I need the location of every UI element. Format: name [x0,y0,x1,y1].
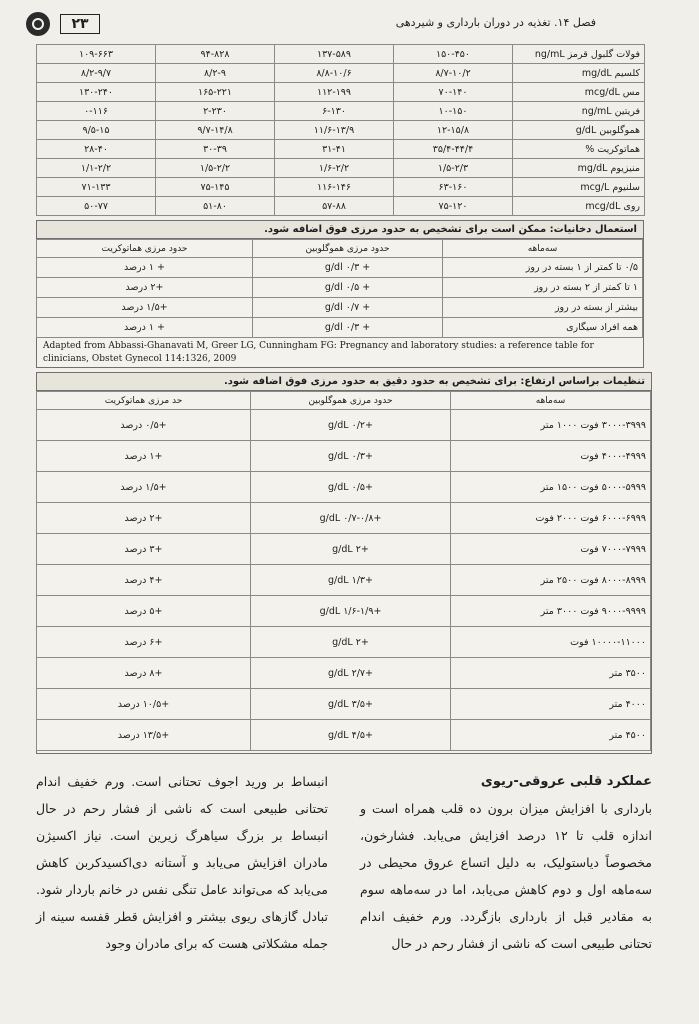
altitude-row [37,472,651,503]
table1-cell: ۷۱-۱۳۳ [37,178,156,197]
table1-cell: ۸/۸-۱۰/۶ [275,64,394,83]
smoking-header-cell: سه‌ماهه [443,240,643,258]
right-column [360,768,652,957]
smoking-cell: + ۰/۵ g/dl [253,278,443,298]
table1-cell: فریتین ng/mL [513,102,645,121]
table1-row [37,83,645,102]
table1-row [37,102,645,121]
smoking-cell: +۲ درصد [37,278,253,298]
altitude-cell: ۶۰۰۰-۶۹۹۹ فوت ۲۰۰۰ فوت [451,503,651,534]
altitude-cell: +۱/۶-۱/۹ g/dL [251,596,451,627]
altitude-cell: ۵۰۰۰-۵۹۹۹ فوت ۱۵۰۰ متر [451,472,651,503]
table1-row [37,45,645,64]
table1-cell: ۱/۱-۲/۲ [37,159,156,178]
table1-cell: ۷۵-۱۲۰ [394,197,513,216]
table1-cell: ۱۵۰-۴۵۰ [394,45,513,64]
page-header [26,12,676,36]
table1-cell: روی mcg/dL [513,197,645,216]
altitude-cell: ۴۰۰۰ متر [451,689,651,720]
altitude-table [36,391,651,751]
altitude-cell: +۴ درصد [37,565,251,596]
table1-row [37,121,645,140]
smoking-source-citation: Adapted from Abbassi-Ghanavati M, Greer LG, Cunningham FG: Pregnancy and laboratory studies: a reference table for clinicians, Obstet Gynecol 114:1326, 2009 [43,341,594,364]
table1-cell: ۹/۷-۱۴/۸ [156,121,275,140]
altitude-cell: +۰/۲ g/dL [251,410,451,441]
smoking-row [37,278,643,298]
left-column-text: انبساط بر ورید اجوف تحتانی است. ورم خفیف اندام تحتانی طبیعی است که ناشی از فشار رحم در حال انبساط بر بزرگ سیاهرگ زیرین است. نیاز اکسیژن مادران افزایش می‌یابد و آستانه دی‌اکسیدکربن کاهش می‌یابد که می‌تواند عامل تنگی نفس در خانم باردار شود. تبادل گازهای ریوی بیشتر و افزایش قطر قفسه سینه از جمله مشکلاتی هست که برای مادران وجود [36,774,328,951]
altitude-title: تنظیمات براساس ارتفاع: برای تشخیص به حدود دقیق به حدود مرزی فوق اضافه شود. [37,373,651,391]
table1-cell: منیزیوم mg/dL [513,159,645,178]
table1-cell: ۸/۷-۱۰/۲ [394,64,513,83]
table1-cell: ۱۰-۱۵۰ [394,102,513,121]
smoking-cell: +۱/۵ درصد [37,298,253,318]
smoking-header-cell: حدود مرزی هموگلوبین [253,240,443,258]
altitude-cell: +۱۳/۵ درصد [37,720,251,751]
table1-cell: ۲۸-۴۰ [37,140,156,159]
table1-cell: ۱۳۷-۵۸۹ [275,45,394,64]
table1-cell: ۱۱۶-۱۴۶ [275,178,394,197]
table1-cell: ۶۳-۱۶۰ [394,178,513,197]
table1-row [37,64,645,83]
smoking-header-cell: حدود مرزی هماتوکریت [37,240,253,258]
table1-cell: ۳۵/۴-۴۴/۴ [394,140,513,159]
altitude-cell: +۲/۷ g/dL [251,658,451,689]
running-title: فصل ۱۴. تغذیه در دوران بارداری و شیردهی [395,16,596,29]
table1-cell: سلنیوم mcg/L [513,178,645,197]
table1-cell: فولات گلبول قرمز ng/mL [513,45,645,64]
table1-cell: هموگلوبین g/dL [513,121,645,140]
altitude-row [37,658,651,689]
table1-cell: ۲-۲۳۰ [156,102,275,121]
table1-cell: ۵۰-۷۷ [37,197,156,216]
altitude-cell: +۱ درصد [37,441,251,472]
table1-cell: ۳۰-۳۹ [156,140,275,159]
smoking-cell: + ۰/۳ g/dl [253,258,443,278]
altitude-cell: +۱/۳ g/dL [251,565,451,596]
publisher-logo-icon [26,12,50,36]
smoking-cell: همه افراد سیگاری [443,318,643,338]
table1-cell: ۸/۲-۹/۷ [37,64,156,83]
altitude-header-cell: حد مرزی هماتوکریت [37,392,251,410]
smoking-table [36,239,643,338]
table1-cell: ۸/۲-۹ [156,64,275,83]
table1-cell: ۹/۵-۱۵ [37,121,156,140]
altitude-row [37,596,651,627]
table1-cell: ۰-۱۱۶ [37,102,156,121]
table1-cell: ۱۲-۱۵/۸ [394,121,513,140]
altitude-cell: +۰/۳ g/dL [251,441,451,472]
altitude-cell: +۰/۵ g/dL [251,472,451,503]
table1-cell: هماتوکریت % [513,140,645,159]
altitude-cell: +۱۰/۵ درصد [37,689,251,720]
smoking-cell: ۰/۵ تا کمتر از ۱ بسته در روز [443,258,643,278]
table1-cell: ۹۴-۸۲۸ [156,45,275,64]
smoking-cell: بیشتر از بسته در روز [443,298,643,318]
smoking-row [37,298,643,318]
altitude-cell: ۴۰۰۰-۴۹۹۹ فوت [451,441,651,472]
table1-cell: ۷۵-۱۴۵ [156,178,275,197]
smoking-cell: ۱ تا کمتر از ۲ بسته در روز [443,278,643,298]
smoking-cell: + ۰/۳ g/dl [253,318,443,338]
smoking-row [37,318,643,338]
table1-cell: مس mcg/dL [513,83,645,102]
altitude-cell: ۳۵۰۰ متر [451,658,651,689]
table1-cell: ۱/۵-۲/۲ [156,159,275,178]
altitude-cell: +۲ g/dL [251,534,451,565]
altitude-cell: +۲ g/dL [251,627,451,658]
altitude-row [37,534,651,565]
altitude-row [37,410,651,441]
table1-cell: ۵۷-۸۸ [275,197,394,216]
right-column-text: بارداری با افزایش میزان برون ده قلب همراه است و اندازه قلب تا ۱۲ درصد افزایش می‌یابد. فشارخون، مخصوصاً دیاستولیک، به دلیل اتساع عروق محیطی در سه‌ماهه اول و دوم کاهش می‌یابد، اما در سه‌ماهه سوم به مقادیر قبل از بارداری بازگردد. ورم خفیف اندام تحتانی طبیعی است که ناشی از فشار رحم در حال [360,801,652,951]
altitude-row [37,565,651,596]
table1-cell: ۵۱-۸۰ [156,197,275,216]
altitude-cell: +۸ درصد [37,658,251,689]
table1-cell: ۱۱۲-۱۹۹ [275,83,394,102]
table1-cell: ۱۶۵-۲۲۱ [156,83,275,102]
reference-values-table [36,44,645,216]
altitude-cell: +۴/۵ g/dL [251,720,451,751]
table1-cell: ۱۳۰-۲۴۰ [37,83,156,102]
altitude-cell: ۹۰۰۰-۹۹۹۹ فوت ۳۰۰۰ متر [451,596,651,627]
altitude-header-cell: حدود مرزی هموگلوبین [251,392,451,410]
altitude-cell: +۵ درصد [37,596,251,627]
altitude-header-row [37,392,651,410]
smoking-adjustment-box [36,220,644,368]
altitude-row [37,441,651,472]
altitude-cell: ۱۰۰۰۰-۱۱۰۰۰ فوت [451,627,651,658]
smoking-header-row [37,240,643,258]
altitude-cell: ۳۰۰۰-۳۹۹۹ فوت ۱۰۰۰ متر [451,410,651,441]
table1-cell: کلسیم mg/dL [513,64,645,83]
altitude-cell: +۰/۵ درصد [37,410,251,441]
body-text [36,768,652,968]
altitude-row [37,627,651,658]
table1-cell: ۱/۶-۲/۲ [275,159,394,178]
altitude-cell: +۳ درصد [37,534,251,565]
smoking-cell: + ۱ درصد [37,318,253,338]
altitude-adjustment-box [36,372,652,754]
table1-row [37,140,645,159]
table1-cell: ۳۱-۴۱ [275,140,394,159]
section-title: عملکرد قلبی عروقی-ریوی [480,774,652,789]
altitude-cell: +۱/۵ درصد [37,472,251,503]
table1-cell: ۱۰۹-۶۶۳ [37,45,156,64]
altitude-row [37,720,651,751]
altitude-cell: +۶ درصد [37,627,251,658]
table1-row [37,178,645,197]
altitude-row [37,503,651,534]
smoking-row [37,258,643,278]
table1-cell: ۷۰-۱۴۰ [394,83,513,102]
altitude-row [37,689,651,720]
altitude-cell: +۲ درصد [37,503,251,534]
table1-row [37,159,645,178]
smoking-cell: + ۱ درصد [37,258,253,278]
altitude-cell: ۸۰۰۰-۸۹۹۹ فوت ۲۵۰۰ متر [451,565,651,596]
altitude-cell: +۰/۷-۰/۸ g/dL [251,503,451,534]
table1-cell: ۱/۵-۲/۳ [394,159,513,178]
altitude-header-cell: سه‌ماهه [451,392,651,410]
altitude-cell: +۳/۵ g/dL [251,689,451,720]
table1-cell: ۱۱/۶-۱۳/۹ [275,121,394,140]
page-number: ۲۳ [60,14,100,34]
smoking-title: استعمال دخانیات: ممکن است برای تشخیص به حدود مرزی فوق اضافه شود. [37,221,643,239]
smoking-cell: + ۰/۷ g/dl [253,298,443,318]
altitude-cell: ۴۵۰۰ متر [451,720,651,751]
table1-row [37,197,645,216]
table1-cell: ۶-۱۳۰ [275,102,394,121]
altitude-cell: ۷۰۰۰-۷۹۹۹ فوت [451,534,651,565]
